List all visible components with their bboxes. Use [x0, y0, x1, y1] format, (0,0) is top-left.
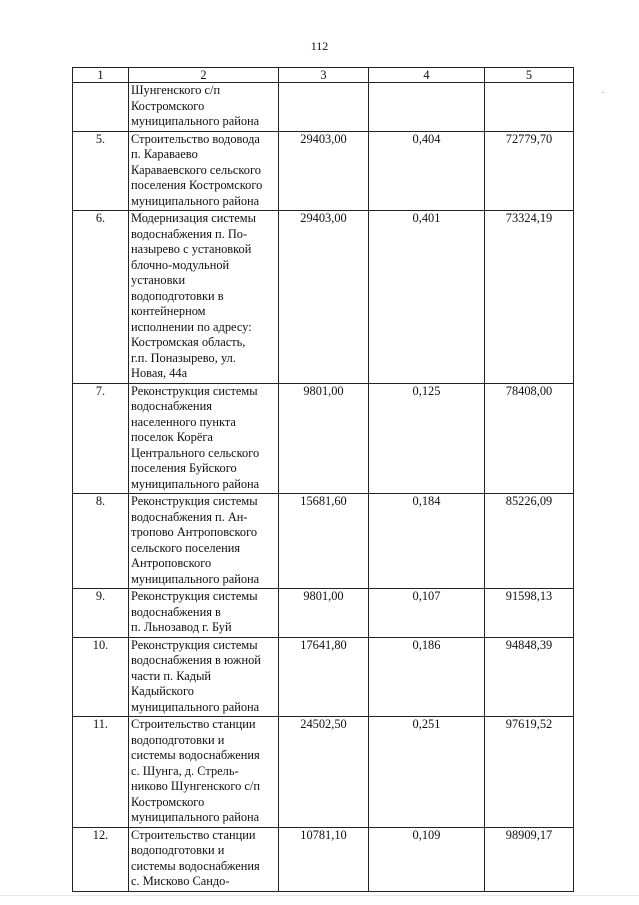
- object-name-line: поселения Буйского: [131, 461, 237, 475]
- object-name-line: Антроповского: [131, 556, 212, 570]
- row-number: 8.: [73, 494, 129, 589]
- value-col-4: 0,251: [369, 717, 485, 828]
- object-name-line: тропово Антроповского: [131, 525, 258, 539]
- object-name-line: муниципального района: [131, 193, 260, 208]
- object-name-line: Костромского: [131, 794, 205, 809]
- value-col-3: 9801,00: [279, 589, 369, 638]
- value-col-3: 29403,00: [279, 211, 369, 384]
- page-edge: [0, 895, 639, 896]
- scan-mark: [602, 92, 604, 93]
- object-name-line: контейнерном: [131, 304, 206, 318]
- object-name-line: Костромская область,: [131, 335, 246, 349]
- object-name-line: Строительство водовода: [131, 131, 260, 146]
- row-number: 9.: [73, 589, 129, 638]
- object-name: [129, 83, 279, 132]
- column-header: 1: [73, 68, 129, 83]
- object-name-line: Караваевского сельского: [131, 162, 261, 177]
- column-header: 5: [485, 68, 574, 83]
- value-col-4: 0,109: [369, 827, 485, 891]
- value-col-4: 0,404: [369, 131, 485, 211]
- object-name-line: Кадыйского: [131, 684, 194, 698]
- object-name-line: Строительство станции: [131, 827, 256, 842]
- value-col-5: 94848,39: [485, 637, 574, 717]
- object-name-line: муниципального района: [131, 810, 260, 824]
- table-row: [73, 827, 574, 891]
- object-name-line: водоподготовки и: [131, 843, 225, 857]
- value-col-3: 24502,50: [279, 717, 369, 828]
- value-col-5: 73324,19: [485, 211, 574, 384]
- object-name-line: поселок Корёга: [131, 430, 213, 444]
- value-col-3: 17641,80: [279, 637, 369, 717]
- table-row: [73, 589, 574, 638]
- object-name-line: Модернизация системы: [131, 211, 256, 225]
- value-col-5: 91598,13: [485, 589, 574, 638]
- object-name-line: населенного пункта: [131, 414, 236, 429]
- column-header: 4: [369, 68, 485, 83]
- object-name-line: муниципального района: [131, 571, 260, 586]
- object-name-line: водоподготовки и: [131, 732, 225, 747]
- object-name-line: Реконструкция системы: [131, 589, 258, 603]
- object-name-line: Реконструкция системы: [131, 637, 258, 652]
- object-name-line: Строительство станции: [131, 717, 256, 731]
- row-number: 5.: [73, 131, 129, 211]
- object-name-line: Новая, 44а: [131, 366, 188, 380]
- object-name-line: блочно-модульной: [131, 257, 230, 272]
- table-row: [73, 494, 574, 589]
- object-name-line: с. Мисково Сандо-: [131, 874, 230, 888]
- object-name-line: Реконструкция системы: [131, 383, 258, 398]
- data-table: [72, 67, 574, 892]
- object-name-line: системы водоснабжения: [131, 748, 260, 762]
- object-name-line: назырево с установкой: [131, 242, 252, 256]
- object-name: [129, 717, 279, 828]
- object-name-line: установки: [131, 273, 186, 287]
- object-name-line: водоснабжения п. По-: [131, 226, 248, 241]
- object-name: [129, 827, 279, 891]
- value-col-3: [279, 83, 369, 132]
- value-col-5: 98909,17: [485, 827, 574, 891]
- object-name-line: водоснабжения в: [131, 604, 221, 619]
- table-body: [73, 83, 574, 892]
- object-name-line: поселения Костромского: [131, 178, 263, 192]
- value-col-4: 0,184: [369, 494, 485, 589]
- row-number: 11.: [73, 717, 129, 828]
- table-header-row: [73, 68, 574, 83]
- object-name: [129, 131, 279, 211]
- value-col-3: 15681,60: [279, 494, 369, 589]
- object-name-line: водоподготовки в: [131, 288, 224, 303]
- object-name-line: Костромского: [131, 98, 205, 113]
- object-name-line: муниципального района: [131, 114, 260, 128]
- row-number: 12.: [73, 827, 129, 891]
- value-col-5: 78408,00: [485, 383, 574, 494]
- object-name-line: Центрального сельского: [131, 445, 260, 460]
- object-name-line: г.п. Поназырево, ул.: [131, 350, 236, 365]
- object-name-line: части п. Кадый: [131, 668, 212, 683]
- object-name-line: системы водоснабжения: [131, 858, 260, 873]
- value-col-4: 0,401: [369, 211, 485, 384]
- table-row: [73, 131, 574, 211]
- object-name-line: водоснабжения в южной: [131, 653, 261, 667]
- table-row: [73, 637, 574, 717]
- object-name-line: никово Шунгенского с/п: [131, 779, 261, 793]
- object-name: [129, 383, 279, 494]
- row-number: [73, 83, 129, 132]
- table-row: [73, 383, 574, 494]
- object-name: [129, 494, 279, 589]
- object-name: [129, 589, 279, 638]
- object-name-line: п. Караваево: [131, 147, 198, 161]
- object-name-line: водоснабжения п. Ан-: [131, 509, 248, 524]
- object-name-line: сельского поселения: [131, 540, 241, 555]
- object-name: [129, 211, 279, 384]
- page-number: 112: [310, 39, 329, 53]
- value-col-5: [485, 83, 574, 132]
- row-number: 7.: [73, 383, 129, 494]
- table-row: [73, 717, 574, 828]
- object-name-line: п. Льнозавод г. Буй: [131, 620, 232, 634]
- value-col-5: 97619,52: [485, 717, 574, 828]
- object-name-line: Реконструкция системы: [131, 494, 258, 508]
- value-col-5: 72779,70: [485, 131, 574, 211]
- column-header: 3: [279, 68, 369, 83]
- value-col-3: 29403,00: [279, 131, 369, 211]
- object-name-line: с. Шунга, д. Стрель-: [131, 763, 239, 778]
- table-row: [73, 83, 574, 132]
- row-number: 6.: [73, 211, 129, 384]
- object-name-line: исполнении по адресу:: [131, 319, 252, 334]
- object-name-line: муниципального района: [131, 476, 260, 491]
- value-col-3: 10781,10: [279, 827, 369, 891]
- value-col-4: 0,107: [369, 589, 485, 638]
- column-header: 2: [129, 68, 279, 83]
- object-name-line: муниципального района: [131, 699, 260, 714]
- value-col-5: 85226,09: [485, 494, 574, 589]
- value-col-4: [369, 83, 485, 132]
- object-name-line: Шунгенского с/п: [131, 83, 221, 97]
- value-col-4: 0,125: [369, 383, 485, 494]
- value-col-4: 0,186: [369, 637, 485, 717]
- table-row: [73, 211, 574, 384]
- row-number: 10.: [73, 637, 129, 717]
- object-name: [129, 637, 279, 717]
- object-name-line: водоснабжения: [131, 399, 212, 413]
- value-col-3: 9801,00: [279, 383, 369, 494]
